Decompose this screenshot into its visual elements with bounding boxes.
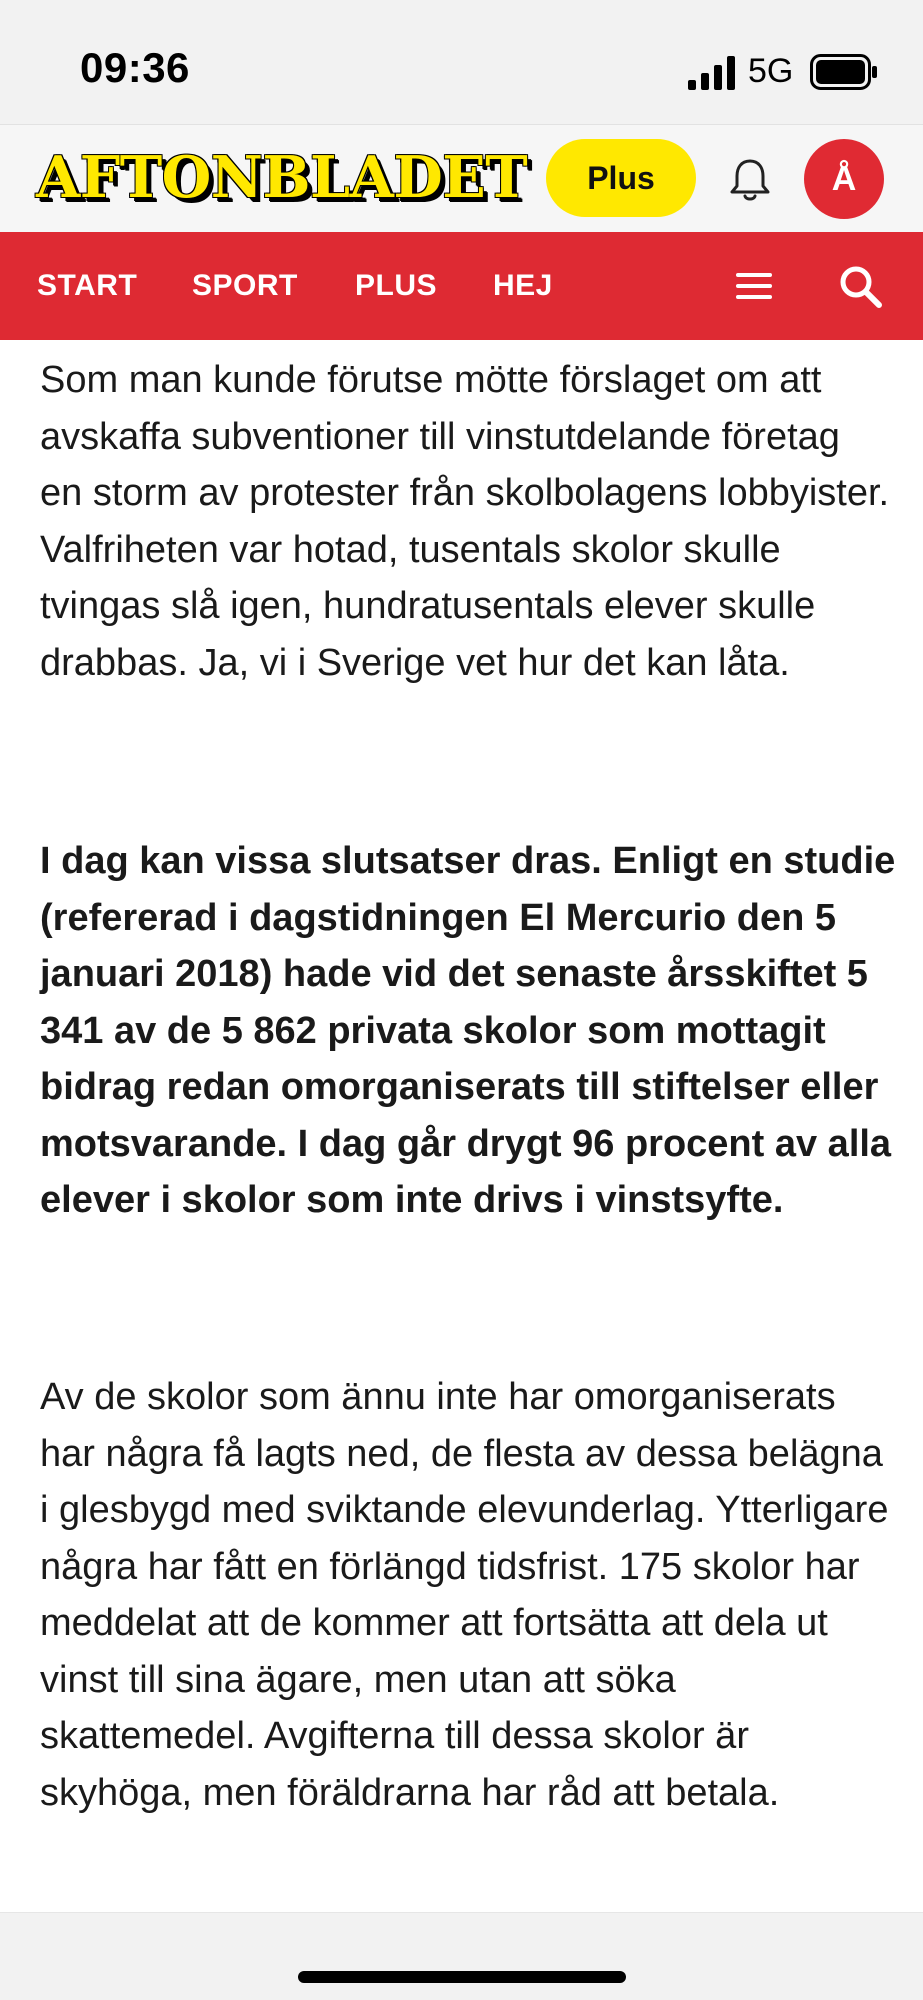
site-header [0,124,923,232]
bell-icon[interactable] [725,155,775,205]
nav-item-hej[interactable]: HEJ [493,269,553,302]
battery-icon [810,54,878,90]
article-body [0,340,923,1912]
network-label: 5G [748,52,794,90]
signal-icon [688,56,738,90]
status-time: 09:36 [80,44,190,91]
nav-item-start[interactable]: START [37,269,138,302]
article-paragraph: Som man kunde förutse mötte förslaget om att avskaffa subventioner till vinstutdelande företag en storm av protester från skolbolagens lobbyister. Valfriheten var hotad, tusentals skolor skulle tvingas slå igen, hundratusentals elever skulle drabbas. Ja, vi i Sverige vet hur det kan låta. [40,359,890,684]
nav-item-plus[interactable]: PLUS [355,269,438,302]
status-bar [0,0,923,124]
nav-item-sport[interactable]: SPORT [192,269,298,302]
article-paragraph-bold: I dag kan vissa slutsatser dras. Enligt en studie (refererad i dagstidningen El Mercurio den 5 januari 2018) hade vid det senaste årsskiftet 5 341 av de 5 862 privata skolor som mottagit bidrag redan omorganiserats till stiftelser eller motsvarande. I dag går drygt 96 procent av alla elever i skolor som inte drivs i vinstsyfte. [40,840,896,1221]
bottom-bar [0,1912,923,2000]
aftonbladet-logo[interactable]: AFTONBLADET [36,144,528,211]
search-icon[interactable] [836,262,884,310]
home-indicator[interactable] [298,1971,626,1983]
user-avatar[interactable]: Å [804,139,884,219]
main-nav [0,232,923,340]
menu-icon[interactable] [732,264,776,308]
plus-button[interactable]: Plus [546,139,696,217]
article-paragraph: Av de skolor som ännu inte har omorganiserats har några få lagts ned, de flesta av dessa belägna i glesbygd med sviktande elevunderlag. Ytterligare några har fått en förlängd tidsfrist. 175 skolor har meddelat att de kommer att fortsätta att dela ut vinst till sina ägare, men utan att söka skattemedel. Avgifterna till dessa skolor är skyhöga, men föräldrarna har råd att betala. [40,1376,889,1814]
